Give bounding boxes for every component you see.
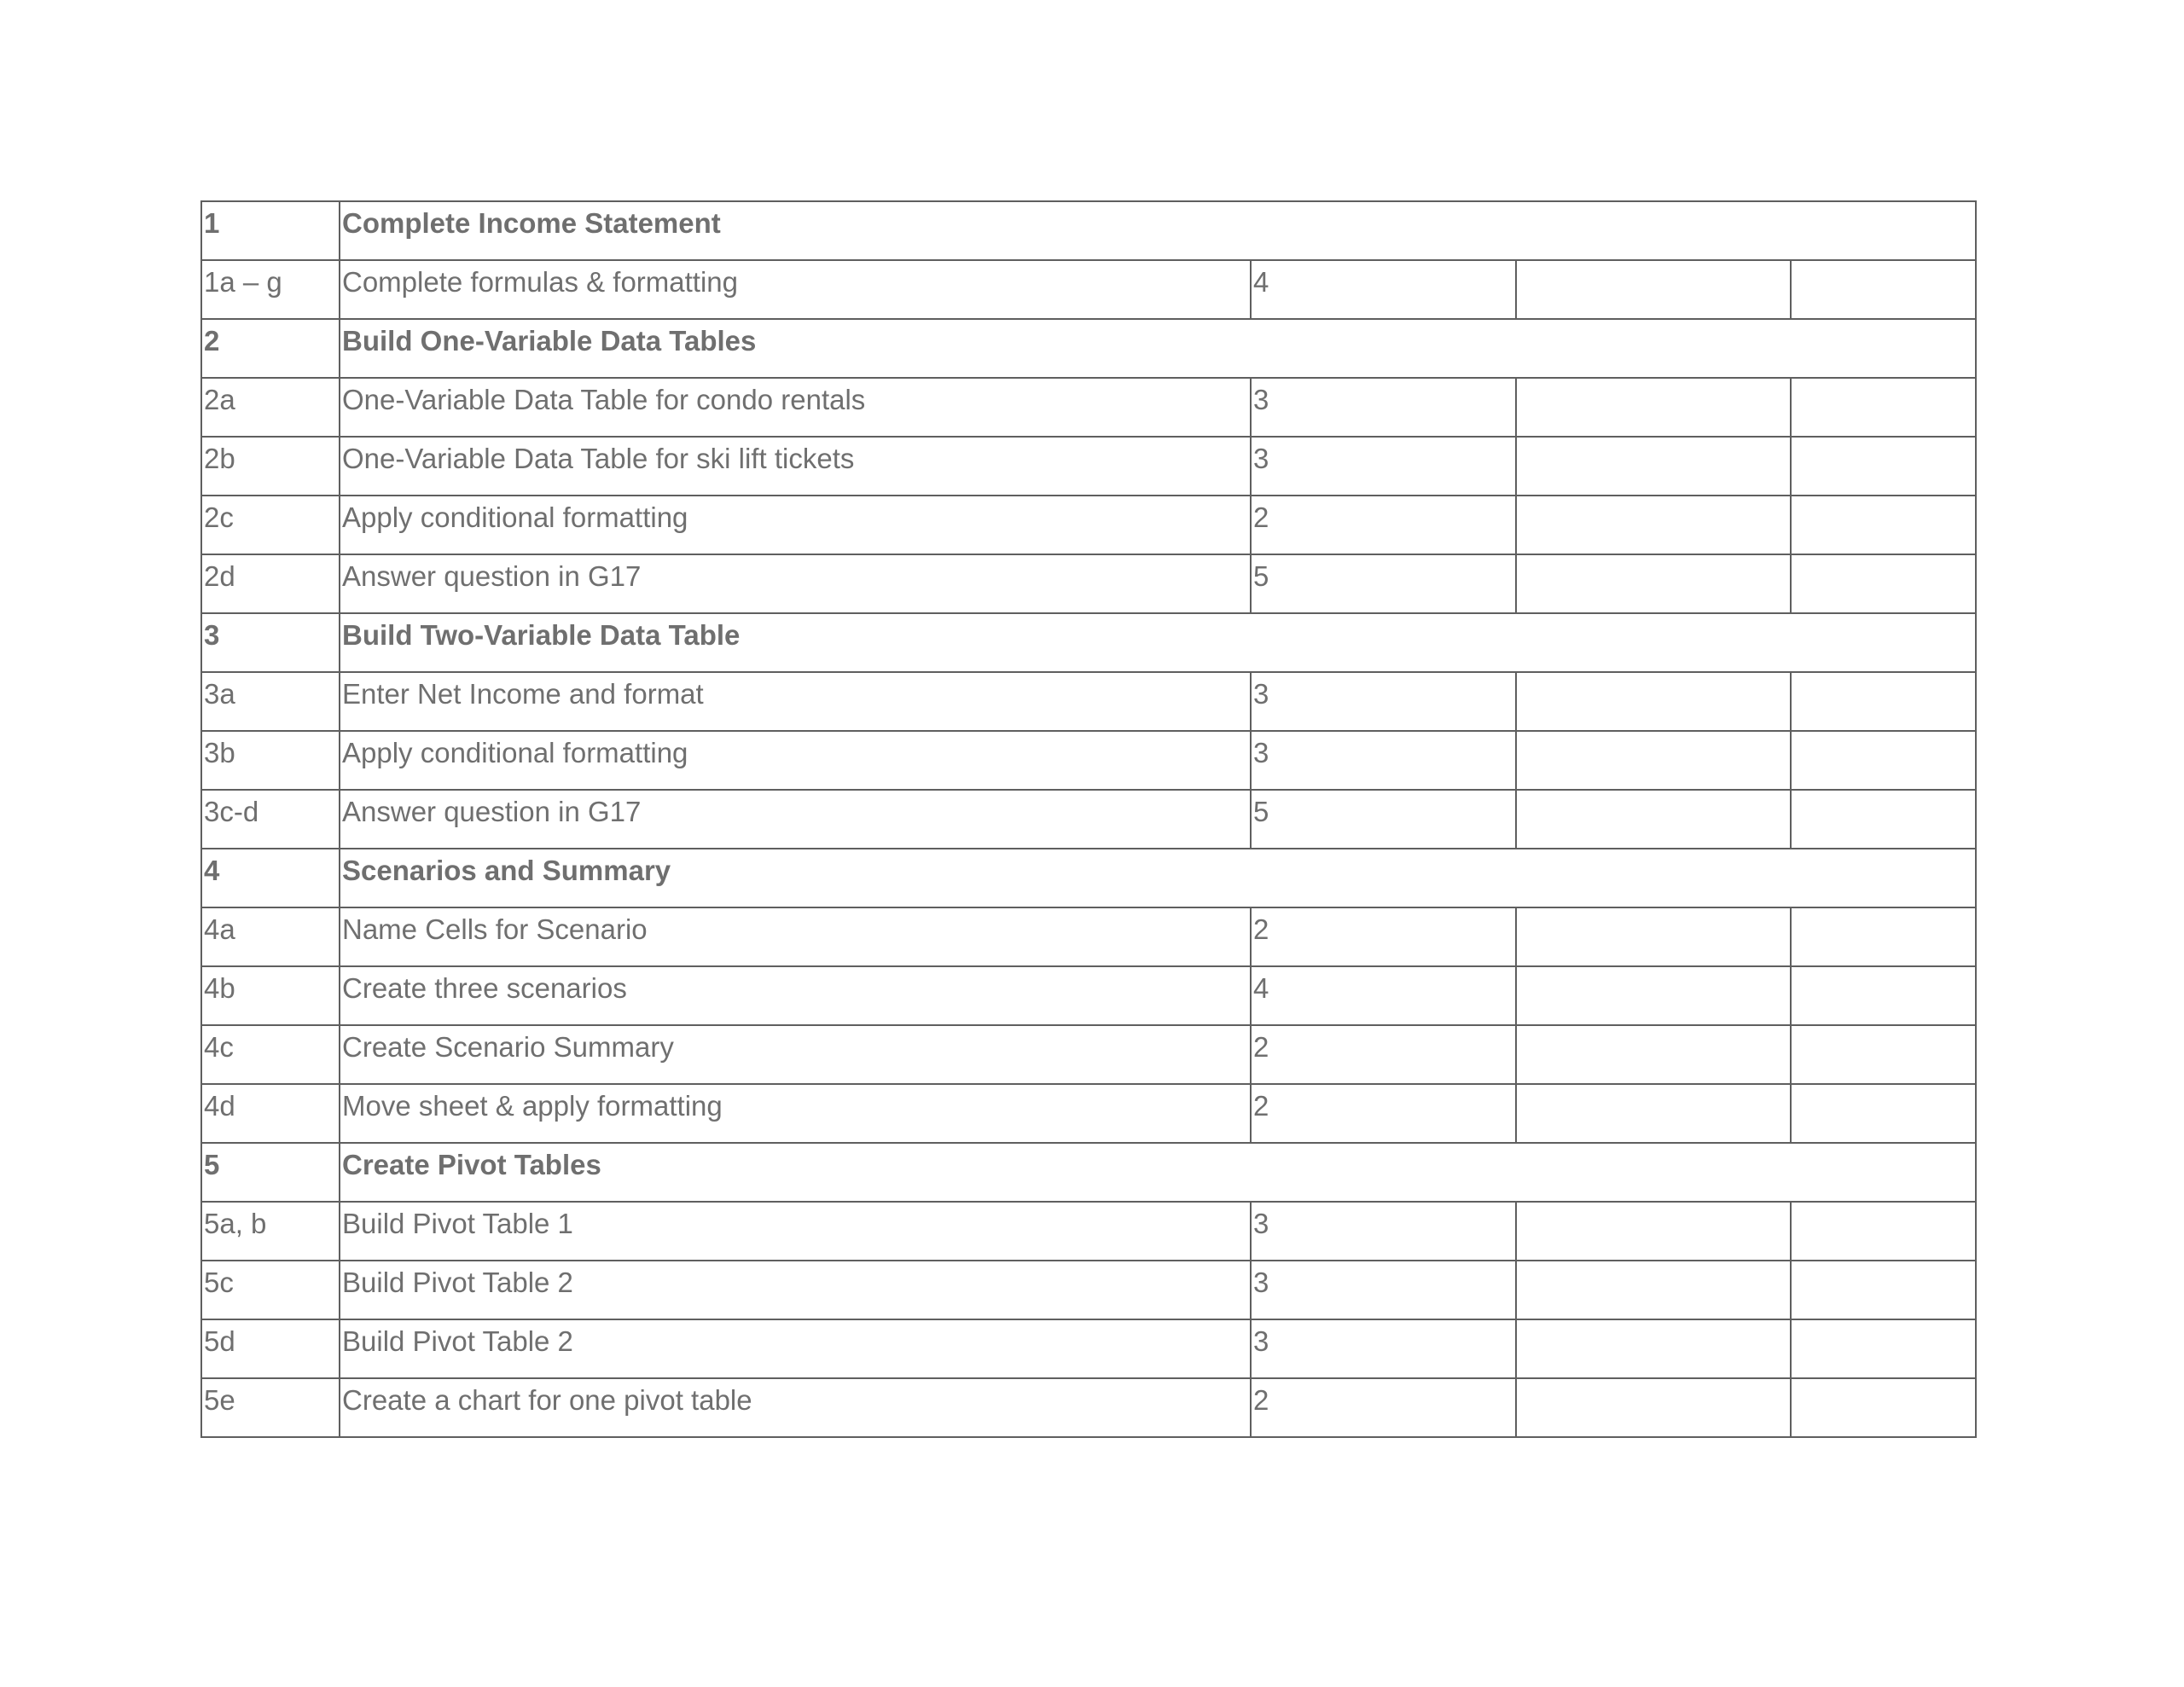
section-title-cell [340, 1143, 1976, 1202]
blank-score-cell [1516, 1261, 1791, 1319]
task-row [201, 1025, 1976, 1084]
blank-score-cell [1516, 378, 1791, 437]
task-description-cell-text: Answer question in G17 [342, 560, 642, 592]
task-description-cell-text: Enter Net Income and format [342, 678, 704, 710]
points-cell-text: 3 [1253, 678, 1269, 710]
task-description-cell-text: Build Pivot Table 1 [342, 1208, 573, 1239]
task-description-cell [340, 260, 1251, 319]
points-cell-text: 3 [1253, 1325, 1269, 1357]
points-cell [1251, 1202, 1516, 1261]
task-description-cell-text: Create a chart for one pivot table [342, 1384, 752, 1416]
points-cell [1251, 1378, 1516, 1437]
blank-comment-cell [1791, 1025, 1976, 1084]
task-number-cell-text: 4a [204, 913, 235, 945]
task-number-cell-text: 2b [204, 443, 235, 474]
task-number-cell-text: 4 [204, 855, 220, 886]
points-cell [1251, 378, 1516, 437]
task-number-cell-text: 5a, b [204, 1208, 267, 1239]
task-description-cell [340, 437, 1251, 496]
points-cell [1251, 1084, 1516, 1143]
blank-score-cell [1516, 966, 1791, 1025]
task-description-cell-text: Create Scenario Summary [342, 1031, 674, 1063]
task-number-cell-text: 2 [204, 325, 220, 357]
section-title-cell [340, 849, 1976, 907]
task-number-cell-text: 2d [204, 560, 235, 592]
task-number-cell [201, 201, 340, 260]
task-number-cell [201, 849, 340, 907]
section-title-cell [340, 201, 1976, 260]
section-title-cell-text: Complete Income Statement [342, 207, 721, 239]
points-cell-text: 5 [1253, 560, 1269, 592]
blank-comment-cell [1791, 1084, 1976, 1143]
task-number-cell-text: 5 [204, 1149, 220, 1180]
points-cell [1251, 496, 1516, 554]
task-description-cell-text: Name Cells for Scenario [342, 913, 648, 945]
task-description-cell-text: Answer question in G17 [342, 796, 642, 827]
points-cell-text: 3 [1253, 737, 1269, 768]
points-cell-text: 3 [1253, 443, 1269, 474]
points-cell [1251, 966, 1516, 1025]
blank-comment-cell [1791, 378, 1976, 437]
blank-comment-cell [1791, 554, 1976, 613]
blank-score-cell [1516, 554, 1791, 613]
task-description-cell [340, 378, 1251, 437]
task-number-cell [201, 554, 340, 613]
task-number-cell [201, 1025, 340, 1084]
blank-score-cell [1516, 790, 1791, 849]
blank-comment-cell [1791, 1319, 1976, 1378]
section-header-row [201, 1143, 1976, 1202]
points-cell [1251, 907, 1516, 966]
blank-score-cell [1516, 260, 1791, 319]
task-description-cell-text: Complete formulas & formatting [342, 266, 739, 298]
task-row [201, 731, 1976, 790]
blank-score-cell [1516, 907, 1791, 966]
rubric-body [201, 201, 1976, 1437]
blank-comment-cell [1791, 966, 1976, 1025]
blank-comment-cell [1791, 496, 1976, 554]
blank-score-cell [1516, 1378, 1791, 1437]
points-cell [1251, 1319, 1516, 1378]
task-description-cell [340, 1378, 1251, 1437]
task-number-cell [201, 1378, 340, 1437]
task-description-cell [340, 731, 1251, 790]
section-header-row [201, 613, 1976, 672]
blank-comment-cell [1791, 907, 1976, 966]
blank-score-cell [1516, 437, 1791, 496]
task-row [201, 378, 1976, 437]
task-description-cell-text: Apply conditional formatting [342, 737, 688, 768]
task-row [201, 966, 1976, 1025]
task-row [201, 1084, 1976, 1143]
blank-comment-cell [1791, 260, 1976, 319]
blank-score-cell [1516, 1202, 1791, 1261]
task-number-cell [201, 1261, 340, 1319]
task-description-cell [340, 672, 1251, 731]
task-number-cell-text: 1a – g [204, 266, 282, 298]
points-cell-text: 2 [1253, 501, 1269, 533]
points-cell-text: 4 [1253, 972, 1269, 1004]
blank-score-cell [1516, 1084, 1791, 1143]
task-description-cell [340, 496, 1251, 554]
points-cell [1251, 790, 1516, 849]
points-cell [1251, 672, 1516, 731]
points-cell-text: 2 [1253, 1384, 1269, 1416]
blank-comment-cell [1791, 1261, 1976, 1319]
task-number-cell-text: 4c [204, 1031, 234, 1063]
points-cell [1251, 731, 1516, 790]
task-description-cell [340, 554, 1251, 613]
task-number-cell-text: 5d [204, 1325, 235, 1357]
task-description-cell [340, 1261, 1251, 1319]
grading-rubric-table [200, 200, 1977, 1438]
task-row [201, 1378, 1976, 1437]
task-number-cell [201, 319, 340, 378]
task-number-cell-text: 1 [204, 207, 220, 239]
points-cell-text: 4 [1253, 266, 1269, 298]
section-title-cell-text: Build Two-Variable Data Table [342, 619, 741, 651]
task-row [201, 1202, 1976, 1261]
task-description-cell-text: Create three scenarios [342, 972, 627, 1004]
points-cell-text: 2 [1253, 1090, 1269, 1122]
section-title-cell [340, 613, 1976, 672]
points-cell-text: 5 [1253, 796, 1269, 827]
points-cell [1251, 260, 1516, 319]
task-row [201, 672, 1976, 731]
task-number-cell-text: 5e [204, 1384, 235, 1416]
task-number-cell [201, 907, 340, 966]
blank-comment-cell [1791, 1378, 1976, 1437]
points-cell [1251, 1025, 1516, 1084]
points-cell [1251, 1261, 1516, 1319]
task-row [201, 260, 1976, 319]
task-row [201, 496, 1976, 554]
task-number-cell-text: 4d [204, 1090, 235, 1122]
task-description-cell-text: Move sheet & apply formatting [342, 1090, 723, 1122]
task-row [201, 1261, 1976, 1319]
task-number-cell-text: 3 [204, 619, 220, 651]
blank-score-cell [1516, 672, 1791, 731]
section-title-cell [340, 319, 1976, 378]
task-number-cell [201, 1143, 340, 1202]
task-number-cell [201, 1319, 340, 1378]
points-cell-text: 3 [1253, 1208, 1269, 1239]
task-row [201, 437, 1976, 496]
blank-comment-cell [1791, 731, 1976, 790]
task-number-cell-text: 3a [204, 678, 235, 710]
section-title-cell-text: Build One-Variable Data Tables [342, 325, 757, 357]
points-cell-text: 3 [1253, 384, 1269, 415]
task-number-cell [201, 613, 340, 672]
task-number-cell-text: 4b [204, 972, 235, 1004]
section-header-row [201, 319, 1976, 378]
task-number-cell [201, 1084, 340, 1143]
task-row [201, 790, 1976, 849]
task-number-cell [201, 1202, 340, 1261]
task-description-cell-text: Build Pivot Table 2 [342, 1267, 573, 1298]
task-description-cell-text: Build Pivot Table 2 [342, 1325, 573, 1357]
task-number-cell [201, 672, 340, 731]
task-number-cell [201, 378, 340, 437]
section-title-cell-text: Create Pivot Tables [342, 1149, 601, 1180]
task-description-cell [340, 1319, 1251, 1378]
task-number-cell-text: 2a [204, 384, 235, 415]
points-cell [1251, 554, 1516, 613]
task-number-cell [201, 496, 340, 554]
task-number-cell-text: 3b [204, 737, 235, 768]
blank-comment-cell [1791, 1202, 1976, 1261]
task-number-cell [201, 260, 340, 319]
task-number-cell [201, 437, 340, 496]
section-header-row [201, 201, 1976, 260]
task-description-cell-text: Apply conditional formatting [342, 501, 688, 533]
task-description-cell [340, 1025, 1251, 1084]
task-row [201, 1319, 1976, 1378]
blank-score-cell [1516, 1319, 1791, 1378]
blank-comment-cell [1791, 437, 1976, 496]
points-cell-text: 3 [1253, 1267, 1269, 1298]
blank-score-cell [1516, 731, 1791, 790]
task-number-cell [201, 731, 340, 790]
section-header-row [201, 849, 1976, 907]
section-title-cell-text: Scenarios and Summary [342, 855, 671, 886]
task-description-cell-text: One-Variable Data Table for condo rentals [342, 384, 866, 415]
task-description-cell [340, 1084, 1251, 1143]
task-description-cell-text: One-Variable Data Table for ski lift tickets [342, 443, 855, 474]
points-cell-text: 2 [1253, 1031, 1269, 1063]
task-description-cell [340, 790, 1251, 849]
task-row [201, 554, 1976, 613]
blank-score-cell [1516, 496, 1791, 554]
task-number-cell-text: 3c-d [204, 796, 259, 827]
blank-comment-cell [1791, 790, 1976, 849]
blank-comment-cell [1791, 672, 1976, 731]
task-number-cell-text: 2c [204, 501, 234, 533]
task-description-cell [340, 1202, 1251, 1261]
task-number-cell [201, 790, 340, 849]
task-number-cell [201, 966, 340, 1025]
task-description-cell [340, 966, 1251, 1025]
blank-score-cell [1516, 1025, 1791, 1084]
task-row [201, 907, 1976, 966]
points-cell [1251, 437, 1516, 496]
task-description-cell [340, 907, 1251, 966]
task-number-cell-text: 5c [204, 1267, 234, 1298]
points-cell-text: 2 [1253, 913, 1269, 945]
